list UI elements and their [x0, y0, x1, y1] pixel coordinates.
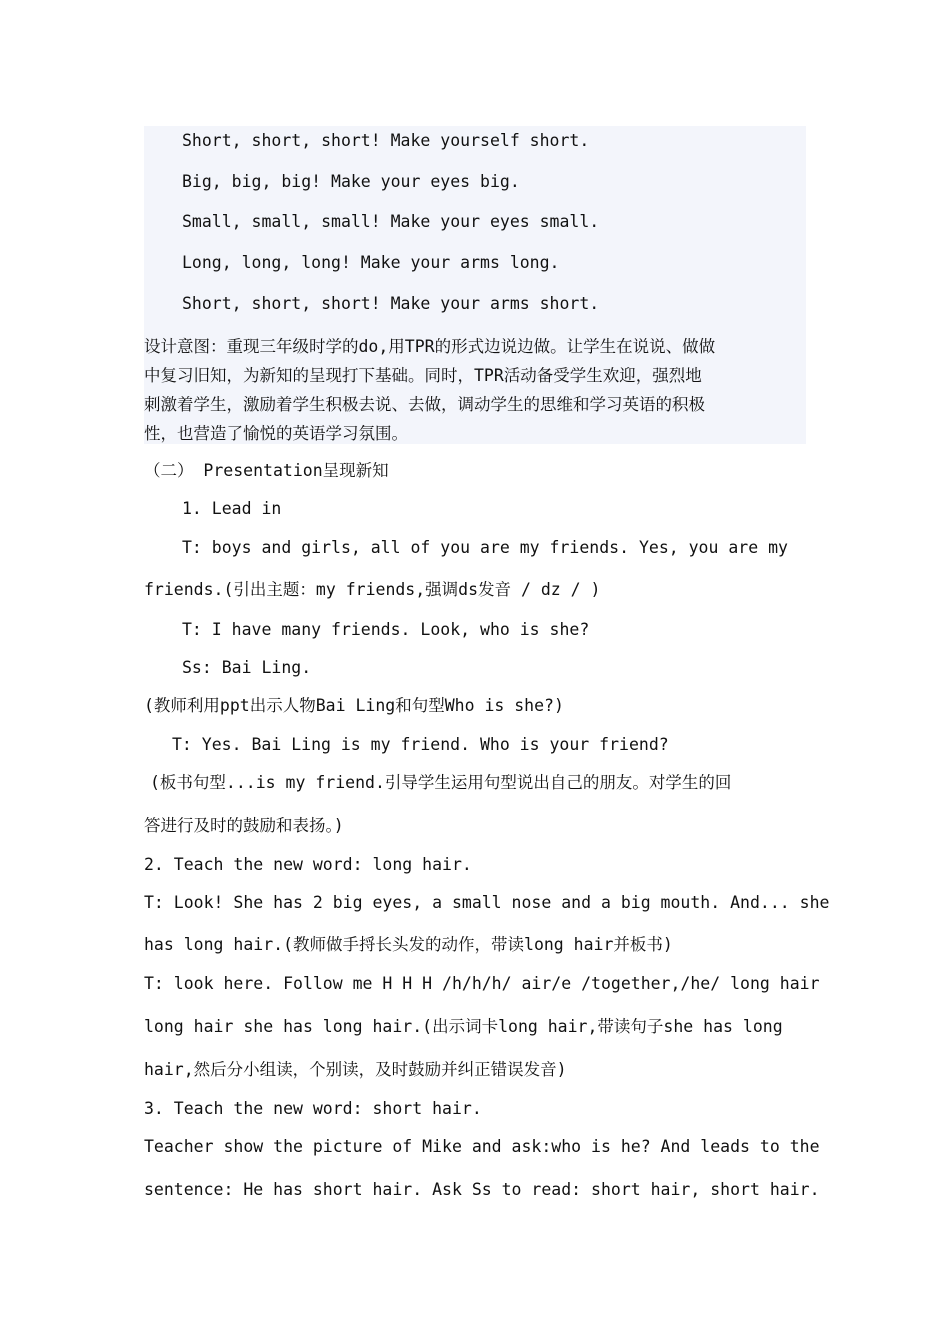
dialogue-line: T: I have many friends. Look, who is she? [182, 620, 590, 639]
design-intent-paragraph [144, 332, 808, 448]
dialogue-line: T: boys and girls, all of you are my friends. Yes, you are my [182, 538, 788, 557]
dialogue-line: T: Look! She has 2 big eyes, a small nose and a big mouth. And... she [144, 893, 830, 912]
teacher-note: 答进行及时的鼓励和表扬。) [144, 816, 344, 835]
design-intent-line: 中复习旧知，为新知的呈现打下基础。同时，TPR活动备受学生欢迎，强烈地 [144, 366, 702, 385]
dialogue-line: T: look here. Follow me H H H /h/h/h/ air/e /together,/he/ long hair [144, 974, 820, 993]
body-line: sentence: He has short hair. Ask Ss to read: short hair, short hair. [144, 1180, 820, 1199]
body-line: Teacher show the picture of Mike and ask:who is he? And leads to the [144, 1137, 820, 1156]
chant-line: Long, long, long! Make your arms long. [182, 253, 560, 272]
teacher-note: (教师利用ppt出示人物Bai Ling和句型Who is she?) [144, 696, 564, 715]
design-intent-line: 刺激着学生，激励着学生积极去说、去做，调动学生的思维和学习英语的积极 [144, 395, 705, 414]
dialogue-line: friends.(引出主题：my friends,强调ds发音 / dz / ) [144, 580, 601, 599]
dialogue-line: T: Yes. Bai Ling is my friend. Who is your friend? [172, 735, 669, 754]
teacher-note: (板书句型...is my friend.引导学生运用句型说出自己的朋友。对学生的回 [150, 773, 732, 792]
chant-line: Small, small, small! Make your eyes small. [182, 212, 600, 231]
dialogue-line: hair,然后分小组读，个别读，及时鼓励并纠正错误发音) [144, 1060, 567, 1079]
lead-in-title: 1. Lead in [182, 499, 282, 518]
teach-step-title: 2. Teach the new word: long hair. [144, 855, 472, 874]
section-heading: （二） Presentation呈现新知 [144, 461, 389, 480]
dialogue-line: long hair she has long hair.(出示词卡long hair,带读句子she has long [144, 1017, 783, 1036]
dialogue-line: has long hair.(教师做手捋长头发的动作，带读long hair并板书) [144, 935, 673, 954]
teach-step-title: 3. Teach the new word: short hair. [144, 1099, 482, 1118]
design-intent-line: 设计意图：重现三年级时学的do,用TPR的形式边说边做。让学生在说说、做做 [144, 337, 716, 356]
dialogue-line: Ss: Bai Ling. [182, 658, 312, 677]
chant-line: Big, big, big! Make your eyes big. [182, 172, 520, 191]
chant-line: Short, short, short! Make yourself short. [182, 131, 590, 150]
design-intent-line: 性，也营造了愉悦的英语学习氛围。 [144, 424, 408, 443]
chant-line: Short, short, short! Make your arms short. [182, 294, 600, 313]
